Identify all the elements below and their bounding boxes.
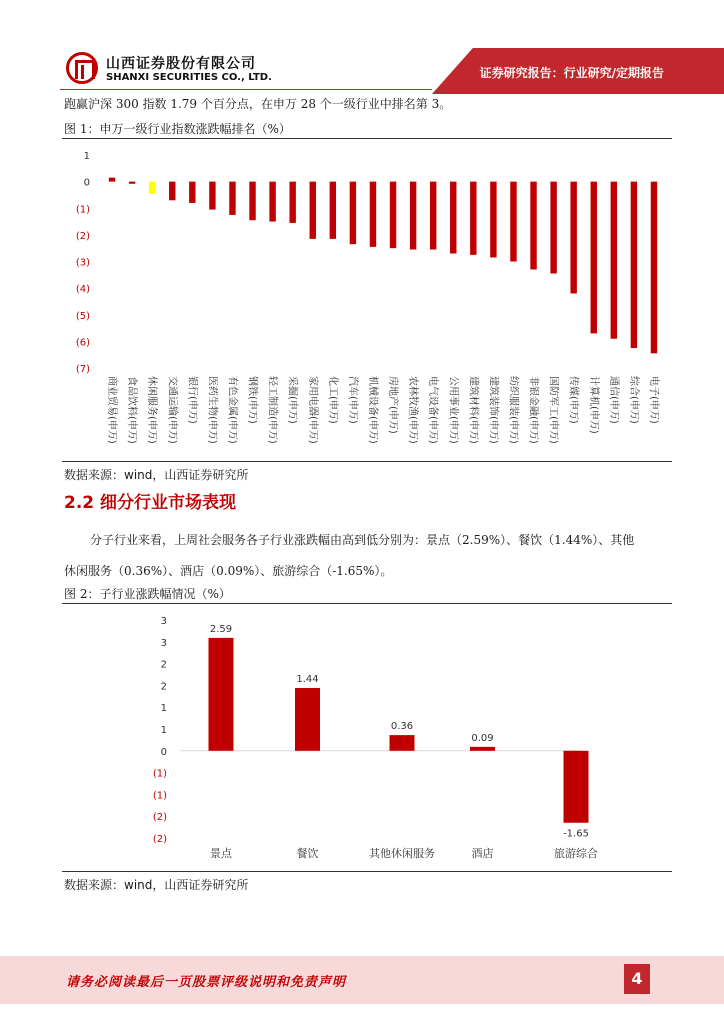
y-tick-label: 0 — [160, 746, 167, 758]
bar — [109, 178, 115, 182]
x-tick-label: 汽车(申万) — [346, 376, 358, 424]
company-name-cn: 山西证券股份有限公司 — [106, 56, 256, 72]
data-label: -1.65 — [563, 828, 589, 840]
report-type-label: 证券研究报告：行业研究/定期报告 — [479, 66, 664, 80]
bar — [370, 182, 376, 247]
x-tick-label: 餐饮 — [296, 847, 319, 860]
x-tick-label: 非银金融(申万) — [527, 376, 539, 444]
x-tick-label: 农林牧渔(申万) — [407, 376, 419, 444]
bar — [330, 182, 336, 239]
bar — [295, 688, 320, 751]
x-tick-label: 国防军工(申万) — [547, 376, 559, 444]
bar — [651, 182, 657, 354]
figure1-chart — [62, 140, 672, 460]
page-header — [0, 0, 724, 94]
y-tick-label: (1) — [75, 204, 90, 216]
bar — [289, 182, 295, 223]
x-tick-label: 家用电器(申万) — [306, 376, 318, 444]
figure2-chart — [62, 605, 672, 870]
figure2-bottom-rule — [62, 871, 672, 872]
bar — [269, 182, 275, 222]
x-tick-label: 房地产(申万) — [387, 376, 399, 434]
bar — [564, 751, 589, 823]
y-tick-label: (2) — [75, 230, 90, 242]
x-tick-label: 采掘(申万) — [286, 376, 298, 424]
x-tick-label: 医药生物(申万) — [206, 376, 218, 444]
x-tick-label: 综合(申万) — [627, 376, 639, 424]
bar — [470, 182, 476, 255]
bar — [510, 182, 516, 262]
y-tick-label: (1) — [152, 790, 167, 802]
x-tick-label: 公用事业(申万) — [447, 376, 459, 444]
data-label: 0.36 — [390, 721, 414, 733]
x-tick-label: 酒店 — [471, 847, 494, 860]
x-tick-label: 化工(申万) — [326, 376, 338, 424]
bar — [570, 182, 576, 294]
bar — [591, 182, 597, 334]
y-tick-label: 2 — [160, 681, 167, 693]
bar — [209, 182, 215, 210]
x-tick-label: 交通运输(申万) — [166, 376, 178, 444]
y-tick-label: (2) — [152, 834, 167, 845]
paragraph-line-1: 分子行业来看，上周社会服务各子行业涨跌幅由高到低分别为：景点（2.59%）、餐饮（1.44%）、其他 — [90, 533, 635, 547]
bar — [310, 182, 316, 239]
bar — [149, 182, 155, 194]
bar — [611, 182, 617, 339]
y-tick-label: (2) — [152, 812, 167, 824]
x-tick-label: 旅游综合 — [554, 847, 598, 860]
x-tick-label: 通信(申万) — [607, 376, 619, 424]
y-tick-label: (6) — [75, 337, 90, 349]
x-tick-label: 有色金属(申万) — [226, 376, 238, 444]
x-tick-label: 机械设备(申万) — [366, 376, 378, 444]
x-tick-label: 传媒(申万) — [567, 376, 579, 424]
data-label: 0.09 — [471, 732, 494, 744]
figure1-top-rule — [62, 138, 672, 139]
x-tick-label: 纺织服装(申万) — [507, 376, 519, 444]
bar — [129, 182, 135, 184]
bar — [470, 747, 495, 751]
y-tick-label: 1 — [83, 151, 90, 162]
bar — [490, 182, 496, 258]
bar — [229, 182, 235, 215]
x-tick-label: 商业贸易(申万) — [106, 376, 118, 444]
data-label: 2.59 — [209, 623, 233, 635]
paragraph-line-2: 休闲服务（0.36%）、酒店（0.09%）、旅游综合（-1.65%）。 — [64, 564, 393, 578]
bar — [390, 182, 396, 249]
x-tick-label: 银行(申万) — [186, 376, 198, 424]
figure1-title: 图 1：申万一级行业指数涨跌幅排名（%） — [64, 122, 291, 136]
x-tick-label: 景点 — [210, 847, 232, 860]
x-tick-label: 建筑装饰(申万) — [487, 376, 499, 444]
y-tick-label: (5) — [75, 310, 90, 322]
figure2-top-rule — [62, 603, 672, 604]
bar — [530, 182, 536, 270]
y-tick-label: (3) — [75, 257, 90, 269]
bar — [631, 182, 637, 348]
bar — [169, 182, 175, 201]
x-tick-label: 其他休闲服务 — [369, 847, 435, 860]
bar — [209, 638, 234, 751]
y-tick-label: 2 — [160, 659, 167, 671]
footer-disclaimer: 请务必阅读最后一页股票评级说明和免责声明 — [66, 975, 347, 990]
x-tick-label: 计算机(申万) — [587, 376, 599, 434]
bar — [350, 182, 356, 245]
y-tick-label: (7) — [75, 364, 90, 375]
section-title: 2.2 细分行业市场表现 — [64, 493, 237, 513]
company-name-en: SHANXI SECURITIES CO., LTD. — [106, 72, 272, 83]
y-tick-label: 0 — [83, 177, 90, 189]
y-tick-label: 1 — [160, 703, 167, 715]
x-tick-label: 建筑材料(申万) — [467, 376, 479, 444]
y-tick-label: (4) — [75, 284, 90, 296]
figure2-title: 图 2：子行业涨跌幅情况（%） — [64, 587, 231, 601]
company-logo-icon — [66, 52, 98, 84]
bar — [450, 182, 456, 254]
y-tick-label: 1 — [160, 725, 167, 736]
intro-text: 跑赢沪深 300 指数 1.79 个百分点，在申万 28 个一级行业中排名第 3。 — [64, 97, 452, 111]
figure1-source: 数据来源：wind，山西证券研究所 — [64, 468, 249, 482]
bar — [390, 735, 415, 751]
bar — [410, 182, 416, 250]
bar — [249, 182, 255, 221]
data-label: 1.44 — [296, 674, 319, 686]
y-tick-label: 3 — [160, 637, 167, 649]
bar — [430, 182, 436, 250]
figure2-source: 数据来源：wind，山西证券研究所 — [64, 878, 249, 892]
page-number: 4 — [624, 964, 650, 994]
x-tick-label: 电子(申万) — [647, 376, 659, 424]
bar — [189, 182, 195, 203]
header-divider — [60, 89, 432, 90]
x-tick-label: 电气设备(申万) — [427, 376, 439, 444]
x-tick-label: 食品饮料(申万) — [126, 376, 138, 444]
figure1-bottom-rule — [62, 461, 672, 462]
x-tick-label: 休闲服务(申万) — [146, 376, 158, 444]
y-tick-label: (1) — [152, 768, 167, 780]
x-tick-label: 钢铁(申万) — [246, 376, 258, 424]
bar — [550, 182, 556, 274]
y-tick-label: 3 — [160, 616, 167, 627]
x-tick-label: 轻工制造(申万) — [266, 376, 278, 444]
